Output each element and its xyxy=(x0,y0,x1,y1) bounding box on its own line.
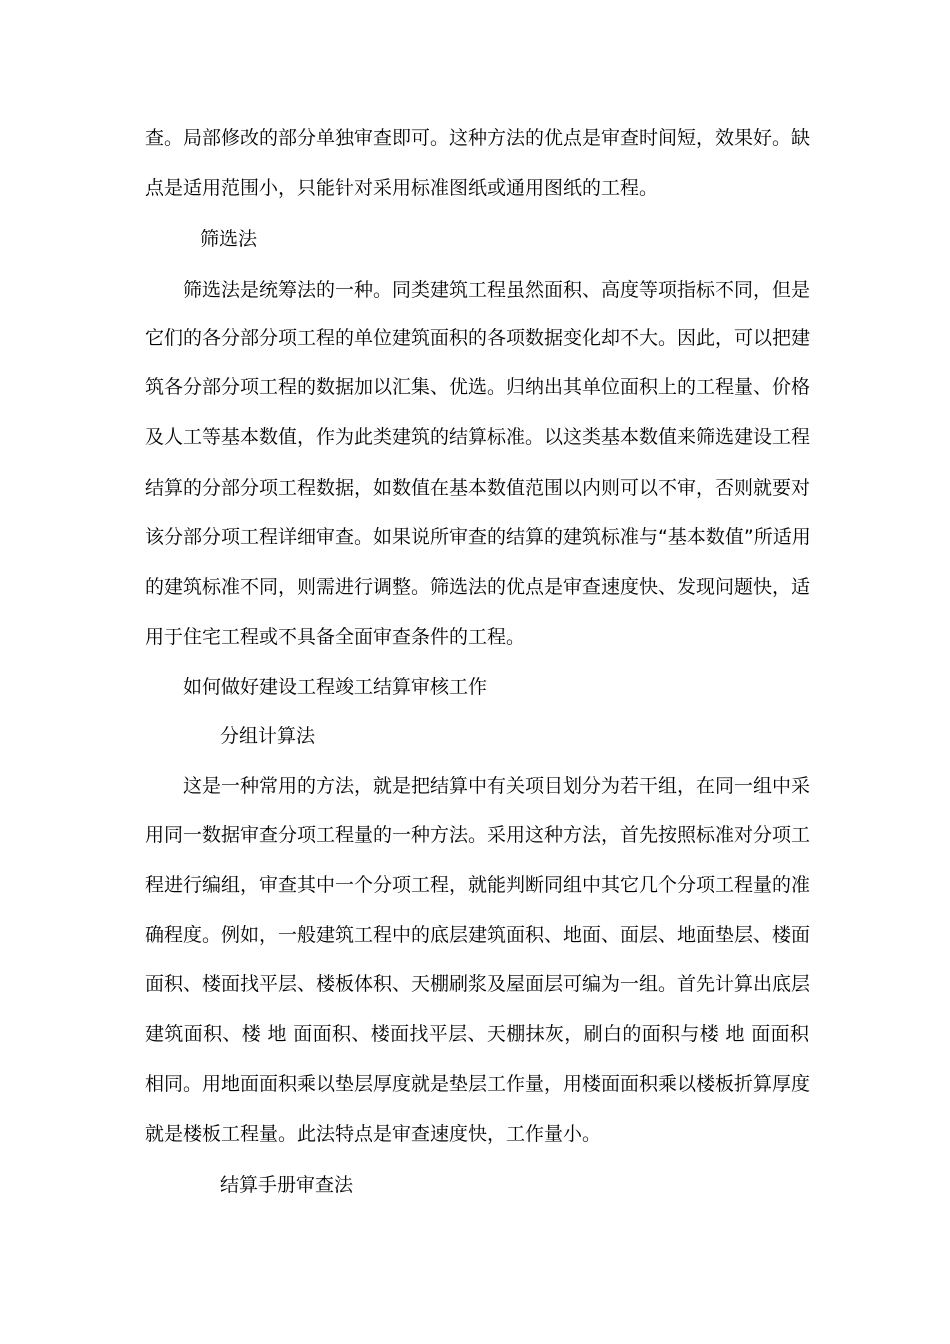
paragraph-line: 用同一数据审查分项工程量的一种方法。采用这种方法，首先按照标准对分项工 xyxy=(145,824,811,846)
paragraph-line: 该分部分项工程详细审查。如果说所审查的结算的建筑标准与“基本数值”所适用 xyxy=(145,526,811,548)
paragraph-line: 用于住宅工程或不具备全面审查条件的工程。 xyxy=(145,626,526,648)
paragraph-line: 结算的分部分项工程数据，如数值在基本数值范围以内则可以不审，否则就要对 xyxy=(145,477,811,499)
document-title: 如何做好建设工程竣工结算审核工作 xyxy=(183,676,488,698)
paragraph-line: 确程度。例如，一般建筑工程中的底层建筑面积、地面、面层、地面垫层、楼面 xyxy=(145,924,811,946)
paragraph-line: 查。局部修改的部分单独审查即可。这种方法的优点是审查时间短，效果好。缺 xyxy=(145,127,811,149)
section-heading-grouping: 分组计算法 xyxy=(220,725,316,747)
section-heading-screening: 筛选法 xyxy=(200,228,258,250)
paragraph-line: 相同。用地面面积乘以垫层厚度就是垫层工作量，用楼面面积乘以楼板折算厚度 xyxy=(145,1073,811,1095)
paragraph-line: 就是楼板工程量。此法特点是审查速度快，工作量小。 xyxy=(145,1123,602,1145)
paragraph-line: 筑各分部分项工程的数据加以汇集、优选。归纳出其单位面积上的工程量、价格 xyxy=(145,376,811,398)
paragraph-line: 的建筑标准不同，则需进行调整。筛选法的优点是审查速度快、发现问题快，适 xyxy=(145,576,811,598)
paragraph-line: 建筑面积、楼 地 面面积、楼面找平层、天棚抹灰，刷白的面积与楼 地 面面积 xyxy=(145,1023,809,1045)
paragraph-line: 点是适用范围小，只能针对采用标准图纸或通用图纸的工程。 xyxy=(145,177,659,199)
paragraph-line: 及人工等基本数值，作为此类建筑的结算标准。以这类基本数值来筛选建设工程 xyxy=(145,426,811,448)
paragraph-line: 程进行编组，审查其中一个分项工程，就能判断同组中其它几个分项工程量的准 xyxy=(145,874,811,896)
paragraph-line: 筛选法是统筹法的一种。同类建筑工程虽然面积、高度等项指标不同，但是 xyxy=(183,279,811,301)
paragraph-line: 这是一种常用的方法，就是把结算中有关项目划分为若干组，在同一组中采 xyxy=(183,775,811,797)
paragraph-line: 它们的各分部分项工程的单位建筑面积的各项数据变化却不大。因此，可以把建 xyxy=(145,327,811,349)
section-heading-manual: 结算手册审查法 xyxy=(220,1174,354,1196)
paragraph-line: 面积、楼面找平层、楼板体积、天棚刷浆及屋面层可编为一组。首先计算出底层 xyxy=(145,973,811,995)
